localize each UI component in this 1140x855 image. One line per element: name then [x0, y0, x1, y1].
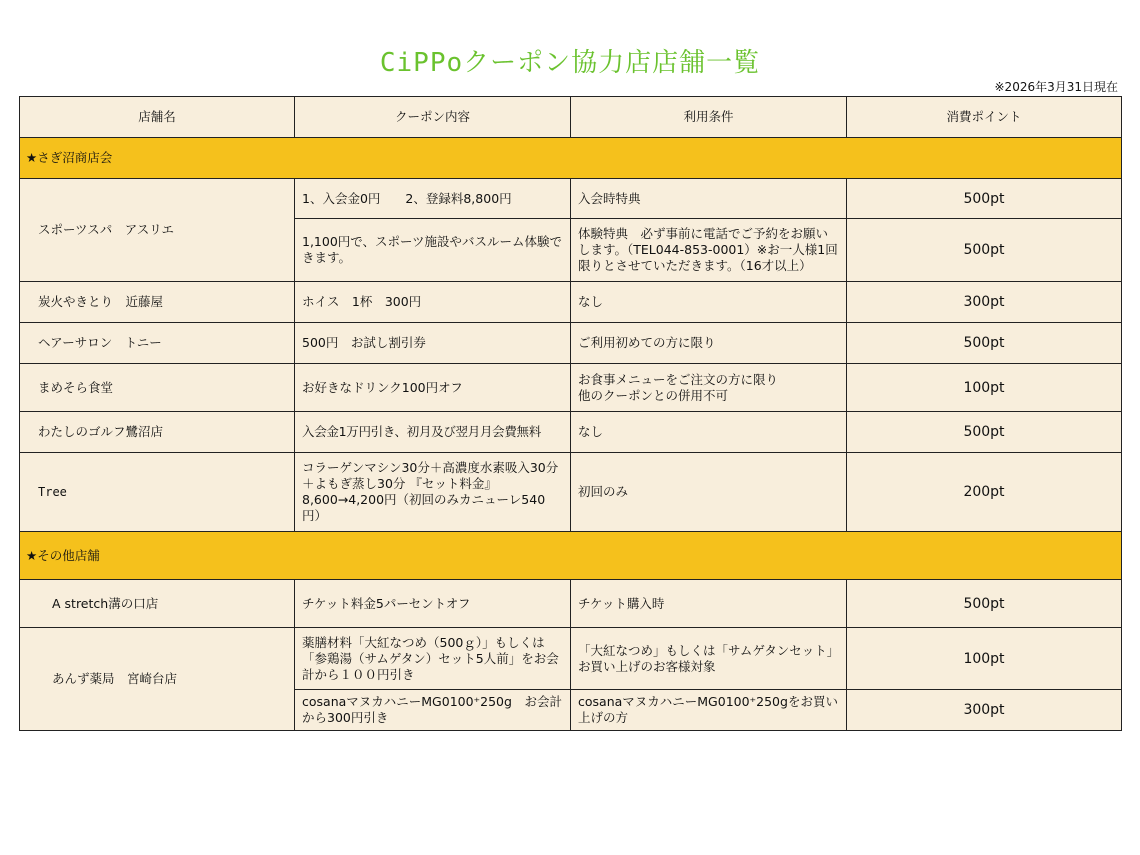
points-value: 200pt — [847, 453, 1122, 532]
table-row — [20, 580, 1122, 628]
points-value: 500pt — [847, 179, 1122, 219]
usage-condition: cosanaマヌカハニーMG0100⁺250gをお買い上げの方 — [571, 690, 847, 731]
usage-condition: なし — [571, 412, 847, 453]
table-row — [20, 628, 1122, 690]
usage-condition: ご利用初めての方に限り — [571, 323, 847, 364]
table-row — [20, 412, 1122, 453]
store-name: まめそら食堂 — [20, 364, 295, 412]
coupon-content: 薬膳材料「大紅なつめ（500ｇ）」もしくは「参鶏湯（サムゲタン）セット5人前」をお会計から１００円引き — [295, 628, 571, 690]
coupon-store-table — [19, 96, 1122, 731]
usage-condition: なし — [571, 282, 847, 323]
coupon-content: 1、入会金0円 2、登録料8,800円 — [295, 179, 571, 219]
table-row — [20, 364, 1122, 412]
store-name: Tree — [20, 453, 295, 532]
points-value: 300pt — [847, 282, 1122, 323]
points-value: 500pt — [847, 412, 1122, 453]
as-of-date: ※2026年3月31日現在 — [994, 80, 1118, 94]
usage-condition-line: 他のクーポンとの併用不可 — [578, 387, 729, 403]
coupon-content: 500円 お試し割引券 — [295, 323, 571, 364]
coupon-content: 入会金1万円引き、初月及び翌月月会費無料 — [295, 412, 571, 453]
coupon-content: チケット料金5パーセントオフ — [295, 580, 571, 628]
usage-condition: チケット購入時 — [571, 580, 847, 628]
header-store: 店舗名 — [20, 97, 295, 138]
points-value: 500pt — [847, 219, 1122, 282]
page-title: CiPPoクーポン協力店店舗一覧 — [379, 48, 761, 78]
usage-condition — [571, 364, 847, 412]
store-name: スポーツスパ アスリエ — [20, 179, 295, 282]
table-row — [20, 323, 1122, 364]
section-row-other — [20, 532, 1122, 580]
table-row — [20, 282, 1122, 323]
section-title: ★その他店舗 — [20, 532, 1122, 580]
points-value: 100pt — [847, 628, 1122, 690]
coupon-content: コラーゲンマシン30分＋高濃度水素吸入30分＋よもぎ蒸し30分 『セット料金』8,600→4,200円（初回のみカニューレ540円） — [295, 453, 571, 532]
header-coupon: クーポン内容 — [295, 97, 571, 138]
store-name: A stretch溝の口店 — [20, 580, 295, 628]
usage-condition: 体験特典 必ず事前に電話でご予約をお願いします。（TEL044-853-0001）※お一人様1回限りとさせていただきます。（16才以上） — [571, 219, 847, 282]
points-value: 100pt — [847, 364, 1122, 412]
usage-condition: 入会時特典 — [571, 179, 847, 219]
header-row — [20, 97, 1122, 138]
points-value: 500pt — [847, 580, 1122, 628]
coupon-content: cosanaマヌカハニーMG0100⁺250g お会計から300円引き — [295, 690, 571, 731]
coupon-content: お好きなドリンク100円オフ — [295, 364, 571, 412]
usage-condition: 「大紅なつめ」もしくは「サムゲタンセット」お買い上げのお客様対象 — [571, 628, 847, 690]
header-points: 消費ポイント — [847, 97, 1122, 138]
header-conditions: 利用条件 — [571, 97, 847, 138]
section-title: ★さぎ沼商店会 — [20, 138, 1122, 179]
store-name: 炭火やきとり 近藤屋 — [20, 282, 295, 323]
table-row — [20, 179, 1122, 219]
points-value: 300pt — [847, 690, 1122, 731]
usage-condition-line: お食事メニューをご注文の方に限り — [578, 371, 779, 387]
table-row — [20, 453, 1122, 532]
points-value: 500pt — [847, 323, 1122, 364]
usage-condition: 初回のみ — [571, 453, 847, 532]
coupon-content: ホイス 1杯 300円 — [295, 282, 571, 323]
store-name: ヘアーサロン トニー — [20, 323, 295, 364]
store-name: わたしのゴルフ鷺沼店 — [20, 412, 295, 453]
section-row-sagi — [20, 138, 1122, 179]
store-name: あんず薬局 宮崎台店 — [20, 628, 295, 731]
coupon-content: 1,100円で、スポーツ施設やバスルーム体験できます。 — [295, 219, 571, 282]
